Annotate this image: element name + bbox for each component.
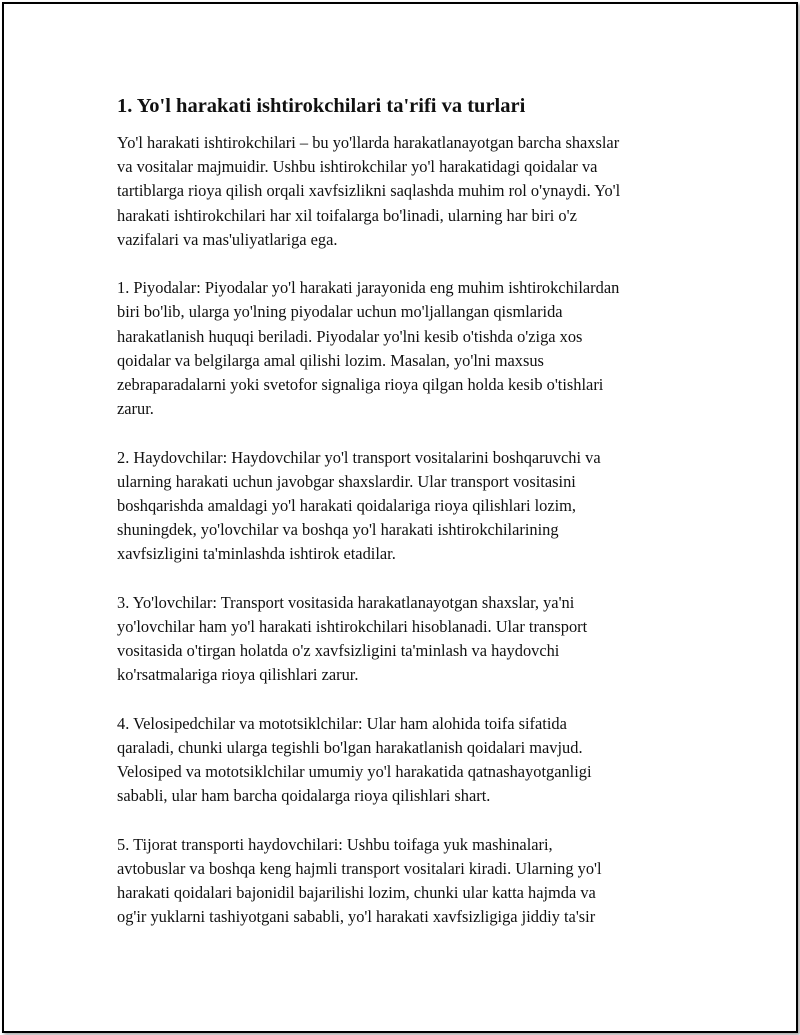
- text-line: ko'rsatmalariga rioya qilishlari zarur.: [117, 665, 359, 685]
- paragraph-yolovchilar: [117, 591, 697, 688]
- text-line: xavfsizligini ta'minlashda ishtirok etadilar.: [117, 544, 396, 564]
- text-line: 3. Yo'lovchilar: Transport vositasida harakatlanayotgan shaxslar, ya'ni: [117, 592, 575, 612]
- text-line: biri bo'lib, ularga yo'lning piyodalar uchun mo'ljallangan qismlarida: [117, 302, 563, 322]
- text-line: 4. Velosipedchilar va mototsiklchilar: Ular ham alohida toifa sifatida: [117, 713, 567, 733]
- text-line: sababli, ular ham barcha qoidalarga rioya qilishlari shart.: [117, 786, 491, 806]
- text-line: harakatlanish huquqi beriladi. Piyodalar yo'lni kesib o'tishda o'ziga xos: [117, 326, 583, 346]
- text-line: og'ir yuklarni tashiyotgani sababli, yo'l harakati xavfsizligiga jiddiy ta'sir: [117, 907, 596, 927]
- paragraph-tijorat: [117, 833, 697, 930]
- text-line: harakati qoidalari bajonidil bajarilishi lozim, chunki ular katta hajmda va: [117, 883, 596, 903]
- text-line: Velosiped va mototsiklchilar umumiy yo'l harakatida qatnashayotganligi: [117, 762, 592, 782]
- text-line: shuningdek, yo'lovchilar va boshqa yo'l harakati ishtirokchilarining: [117, 520, 559, 540]
- text-line: yo'lovchilar ham yo'l harakati ishtirokchilari hisoblanadi. Ular transport: [117, 617, 588, 637]
- text-line: vazifalari va mas'uliyatlariga ega.: [117, 229, 338, 249]
- text-line: 2. Haydovchilar: Haydovchilar yo'l transport vositalarini boshqaruvchi va: [117, 447, 601, 467]
- text-line: tartiblarga rioya qilish orqali xavfsizlikni saqlashda muhim rol o'ynaydi. Yo'l: [117, 181, 621, 201]
- document-content: [117, 91, 697, 954]
- text-line: boshqarishda amaldagi yo'l harakati qoidalariga rioya qilishlari lozim,: [117, 496, 577, 516]
- text-line: Yo'l harakati ishtirokchilari – bu yo'llarda harakatlanayotgan barcha shaxslar: [117, 133, 620, 152]
- paragraph-piyodalar: [117, 276, 697, 421]
- text-line: va vositalar majmuidir. Ushbu ishtirokchilar yo'l harakatidagi qoidalar va: [117, 157, 598, 177]
- text-line: zarur.: [117, 399, 154, 419]
- text-line: ularning harakati uchun javobgar shaxslardir. Ular transport vositasini: [117, 471, 576, 491]
- document-title: 1. Yo'l harakati ishtirokchilari ta'rifi va turlari: [117, 95, 526, 117]
- paragraph-intro: [117, 131, 697, 252]
- text-line: qaraladi, chunki ularga tegishli bo'lgan harakatlanish qoidalari mavjud.: [117, 738, 583, 758]
- text-line: avtobuslar va boshqa keng hajmli transport vositalari kiradi. Ularning yo'l: [117, 859, 602, 879]
- text-line: harakati ishtirokchilari har xil toifalarga bo'linadi, ularning har biri o'z: [117, 205, 577, 225]
- text-line: qoidalar va belgilarga amal qilishi lozim. Masalan, yo'lni maxsus: [117, 350, 544, 370]
- paragraph-haydovchilar: [117, 446, 697, 567]
- paragraph-velosipedchilar: [117, 712, 697, 809]
- text-line: zebraparadalarni yoki svetofor signaliga rioya qilgan holda kesib o'tishlari: [117, 375, 604, 395]
- text-line: 5. Tijorat transporti haydovchilari: Ushbu toifaga yuk mashinalari,: [117, 834, 553, 854]
- text-line: 1. Piyodalar: Piyodalar yo'l harakati jarayonida eng muhim ishtirokchilardan: [117, 278, 620, 298]
- text-line: vositasida o'tirgan holatda o'z xavfsizligini ta'minlash va haydovchi: [117, 641, 560, 661]
